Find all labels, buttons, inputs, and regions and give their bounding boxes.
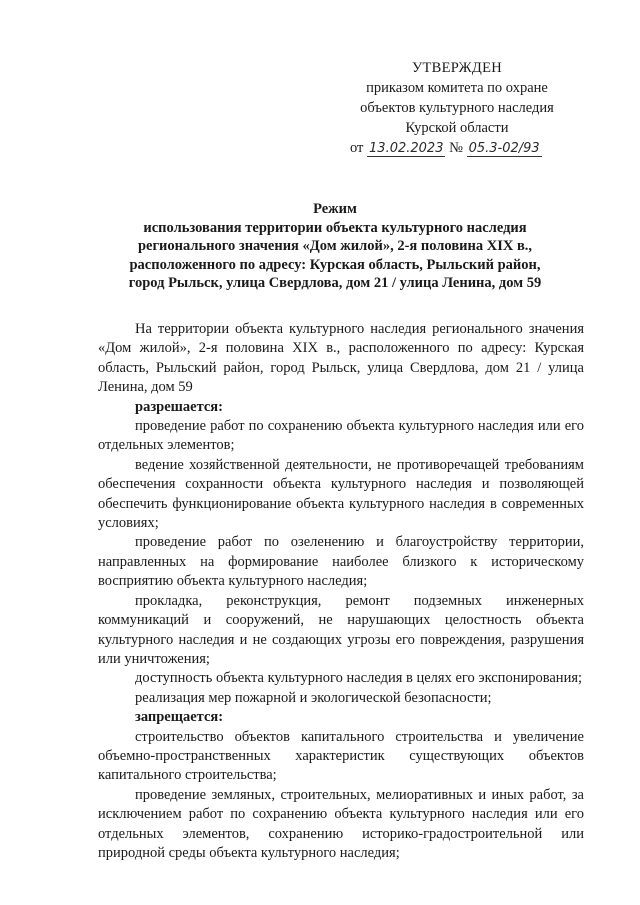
allowed-item: доступность объекта культурного наследия в целях его экспонирования; — [135, 670, 583, 687]
allowed-item: проведение работ по озеленению и благоустройству территории, направленных на формирование наиболее близкого к историческому восприятию объекта культурного наследия; — [98, 534, 584, 590]
approval-line-3: Курской области — [405, 120, 509, 136]
forbidden-item: проведение земляных, строительных, мелиоративных и иных работ, за исключением работ по сохранению объекта культурного наследия или его отдельных элементов, сохранению историко-градостроительной или природной среды объекта культурного наследия; — [98, 786, 584, 861]
allowed-item: прокладка, реконструкция, ремонт подземных инженерных коммуникаций и сооружений, не нарушающих целостность объекта культурного наследия и не создающих угрозы его повреждения, разрушения или уничтожения; — [98, 592, 584, 667]
approval-line-1: приказом комитета по охране — [366, 80, 548, 96]
allowed-label: разрешается: — [135, 398, 223, 415]
allowed-item: ведение хозяйственной деятельности, не противоречащей требованиям обеспечения сохранности объекта культурного наследия и позволяющей обеспечить функционирование объекта культурного наследия в современных условиях; — [98, 456, 584, 532]
approval-date-line — [350, 138, 562, 159]
title-line-3: расположенного по адресу: Курская область, Рыльский район, — [129, 256, 541, 273]
intro-paragraph: На территории объекта культурного наследия регионального значения «Дом жилой», 2-я половина XIX в., расположенного по адресу: Курская область, Рыльский район, город Рыльск, улица Свердлова, дом 21 / улица Ленина, дом 59 — [98, 321, 584, 396]
approval-line-2: объектов культурного наследия — [360, 100, 554, 116]
allowed-item: реализация мер пожарной и экологической безопасности; — [135, 689, 492, 706]
forbidden-label: запрещается: — [135, 709, 224, 726]
approval-stamp — [352, 58, 562, 159]
title-line-1: использования территории объекта культурного наследия — [143, 219, 527, 236]
order-date: 13.02.2023 — [369, 141, 444, 156]
title-line-2: регионального значения «Дом жилой», 2-я половина XIX в., — [137, 238, 533, 255]
number-label: № — [449, 140, 463, 156]
document-title — [100, 200, 570, 293]
order-number: 05.3-02/93 — [468, 141, 540, 156]
approval-heading: УТВЕРЖДЕН — [411, 60, 503, 76]
from-label: от — [350, 140, 364, 156]
title-heading: Режим — [313, 201, 357, 217]
forbidden-item: строительство объектов капитального строительства и увеличение объемно-пространственных характеристик существующих объектов капитального строительства; — [98, 728, 584, 784]
title-line-4: город Рыльск, улица Свердлова, дом 21 / улица Ленина, дом 59 — [128, 275, 542, 292]
allowed-item: проведение работ по сохранению объекта культурного наследия или его отдельных элементов; — [98, 418, 584, 454]
document-body — [98, 320, 584, 863]
